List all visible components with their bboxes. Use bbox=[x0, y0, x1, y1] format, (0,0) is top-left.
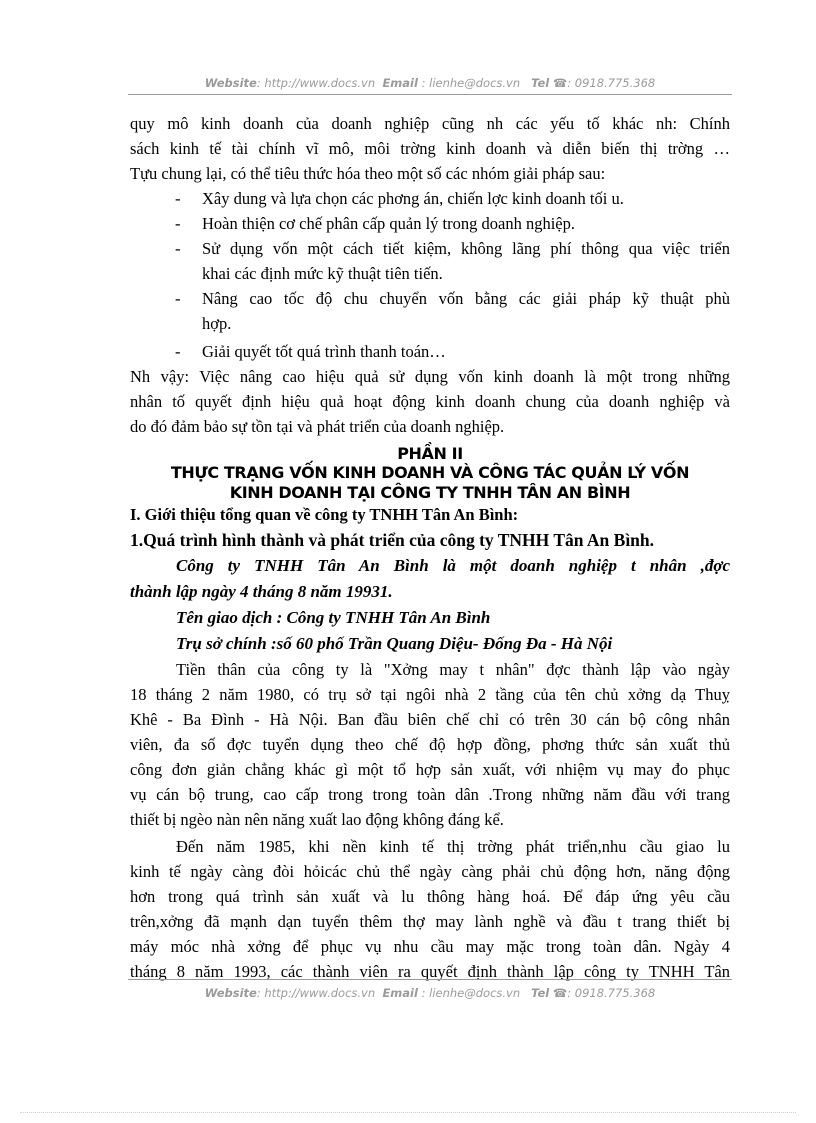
document-body bbox=[130, 111, 730, 984]
list-dash: - bbox=[175, 189, 181, 208]
list-item bbox=[130, 186, 730, 211]
footer-website-value: : http://www.docs.vn bbox=[256, 986, 376, 1000]
history-paragraph-1 bbox=[130, 657, 730, 832]
list-item bbox=[130, 236, 730, 261]
page-footer bbox=[128, 986, 732, 1000]
paragraph-line: Đến năm 1985, khi nền kinh tế thị trờng phát triển,nhu cầu giao lu bbox=[176, 837, 730, 856]
list-item-text: Sử dụng vốn một cách tiết kiệm, không lãng phí thông qua việc triển bbox=[202, 239, 730, 258]
header-tel-value: : 0918.775.368 bbox=[567, 76, 656, 90]
paragraph-line: tháng 8 năm 1993, các thành viên ra quyết định thành lập công ty TNHH Tân bbox=[130, 962, 730, 981]
intro-line-3: Tựu chung lại, có thể tiêu thức hóa theo một số các nhóm giải pháp sau: bbox=[130, 164, 606, 183]
conclusion-line-2: nhân tố quyết định hiệu quả hoạt động kinh doanh chung của doanh nghiệp và bbox=[130, 392, 730, 411]
paragraph-line: trên,xởng đã mạnh dạn tuyển thêm thợ may lành nghề và đầu t trang thiết bị bbox=[130, 912, 730, 931]
company-info-line: Công ty TNHH Tân An Bình là một doanh nghiệp t nhân ,đợc bbox=[176, 556, 730, 575]
footer-website-label: Website bbox=[204, 986, 257, 1000]
paragraph-line: viên, đa số đợc tuyển dụng theo chế độ hợp đồng, phơng thức sản xuất thủ bbox=[130, 735, 730, 754]
footer-email-value: : lienhe@docs.vn bbox=[421, 986, 521, 1000]
solution-list bbox=[130, 186, 730, 364]
paragraph-line: máy móc nhà xởng để phục vụ nhu cầu may mặc trong toàn dân. Ngày 4 bbox=[130, 937, 730, 956]
list-item bbox=[130, 211, 730, 236]
header-website-value: : http://www.docs.vn bbox=[256, 76, 376, 90]
list-item-continuation: hợp. bbox=[202, 314, 232, 333]
paragraph-line: thiết bị ngèo nàn nên năng xuất lao động không đáng kể. bbox=[130, 810, 504, 829]
list-dash: - bbox=[175, 342, 181, 361]
paragraph-line: công đơn giản chẳng khác gì một tổ hợp sản xuất, với nhiệm vụ may đo phục bbox=[130, 760, 730, 779]
part-title-line: THỰC TRẠNG VỐN KINH DOANH VÀ CÔNG TÁC QUẢN LÝ VỐN bbox=[170, 463, 690, 482]
paragraph-line: kinh tế ngày càng đòi hỏicác chủ thể ngày càng phải chủ động hơn, năng động bbox=[130, 862, 730, 881]
list-item-text: Giải quyết tốt quá trình thanh toán… bbox=[202, 342, 446, 361]
list-item-continuation: khai các định mức kỹ thuật tiên tiến. bbox=[202, 264, 443, 283]
list-dash: - bbox=[175, 214, 181, 233]
footer-tel-value: : 0918.775.368 bbox=[567, 986, 656, 1000]
header-website-label: Website bbox=[204, 76, 257, 90]
conclusion-line-3: do đó đảm bảo sự tồn tại và phát triển của doanh nghiệp. bbox=[130, 417, 505, 436]
paragraph-line: vụ cán bộ trung, cao cấp trong trong toàn dân .Trong những năm đầu với trang bbox=[130, 785, 730, 804]
section-heading: I. Giới thiệu tổng quan về công ty TNHH Tân An Bình: bbox=[130, 505, 519, 524]
header-email-value: : lienhe@docs.vn bbox=[421, 76, 521, 90]
phone-icon: ☎ bbox=[552, 76, 568, 90]
conclusion-line-1: Nh vậy: Việc nâng cao hiệu quả sử dụng vốn kinh doanh là một trong những bbox=[130, 367, 730, 386]
part-title-line: KINH DOANH TẠI CÔNG TY TNHH TÂN AN BÌNH bbox=[229, 483, 631, 502]
intro-line-2: sách kinh tế tài chính vĩ mô, môi trờng kinh doanh và diễn biến thị trờng … bbox=[130, 139, 730, 158]
list-item-text: Hoàn thiện cơ chế phân cấp quản lý trong doanh nghiệp. bbox=[202, 214, 575, 233]
subsection-heading: 1.Quá trình hình thành và phát triển của công ty TNHH Tân An Bình. bbox=[130, 530, 655, 550]
header-tel-label: Tel bbox=[531, 76, 550, 90]
paragraph-line: 18 tháng 2 năm 1980, có trụ sở tại ngôi nhà 2 tầng của tên chủ xởng dạ Thuỵ bbox=[130, 685, 730, 704]
part-title-number: PHẦN II bbox=[397, 444, 463, 463]
list-dash: - bbox=[175, 239, 181, 258]
header-email-label: Email bbox=[382, 76, 418, 90]
history-paragraph-2 bbox=[130, 834, 730, 984]
page-bottom-border bbox=[20, 1112, 796, 1113]
company-address: Trụ sở chính :số 60 phố Trần Quang Diệu- Đống Đa - Hà Nội bbox=[176, 634, 613, 653]
company-info-line: thành lập ngày 4 tháng 8 năm 19931. bbox=[130, 582, 393, 601]
list-item-text: Nâng cao tốc độ chu chuyển vốn bằng các giải pháp kỹ thuật phù bbox=[202, 289, 730, 308]
footer-rule bbox=[128, 979, 732, 980]
paragraph-line: Khê - Ba Đình - Hà Nội. Ban đầu biên chế chỉ có trên 30 cán bộ công nhân bbox=[130, 710, 730, 729]
paragraph-line: hơn trong quá trình sản xuất và lu thông hàng hoá. Để đáp ứng yêu cầu bbox=[130, 887, 730, 906]
list-item bbox=[130, 286, 730, 311]
header-rule bbox=[128, 94, 732, 95]
footer-tel-label: Tel bbox=[531, 986, 550, 1000]
list-item bbox=[130, 339, 730, 364]
phone-icon: ☎ bbox=[552, 986, 568, 1000]
list-dash: - bbox=[175, 289, 181, 308]
intro-line-1: quy mô kinh doanh của doanh nghiệp cũng nh các yếu tố khác nh: Chính bbox=[130, 114, 730, 133]
page-header bbox=[128, 76, 732, 90]
company-trade-name: Tên giao dịch : Công ty TNHH Tân An Bình bbox=[176, 608, 491, 627]
list-item-text: Xây dung và lựa chọn các phơng án, chiến lợc kinh doanh tối u. bbox=[202, 189, 624, 208]
footer-email-label: Email bbox=[382, 986, 418, 1000]
paragraph-line: Tiền thân của công ty là "Xởng may t nhân" đợc thành lập vào ngày bbox=[176, 660, 730, 679]
